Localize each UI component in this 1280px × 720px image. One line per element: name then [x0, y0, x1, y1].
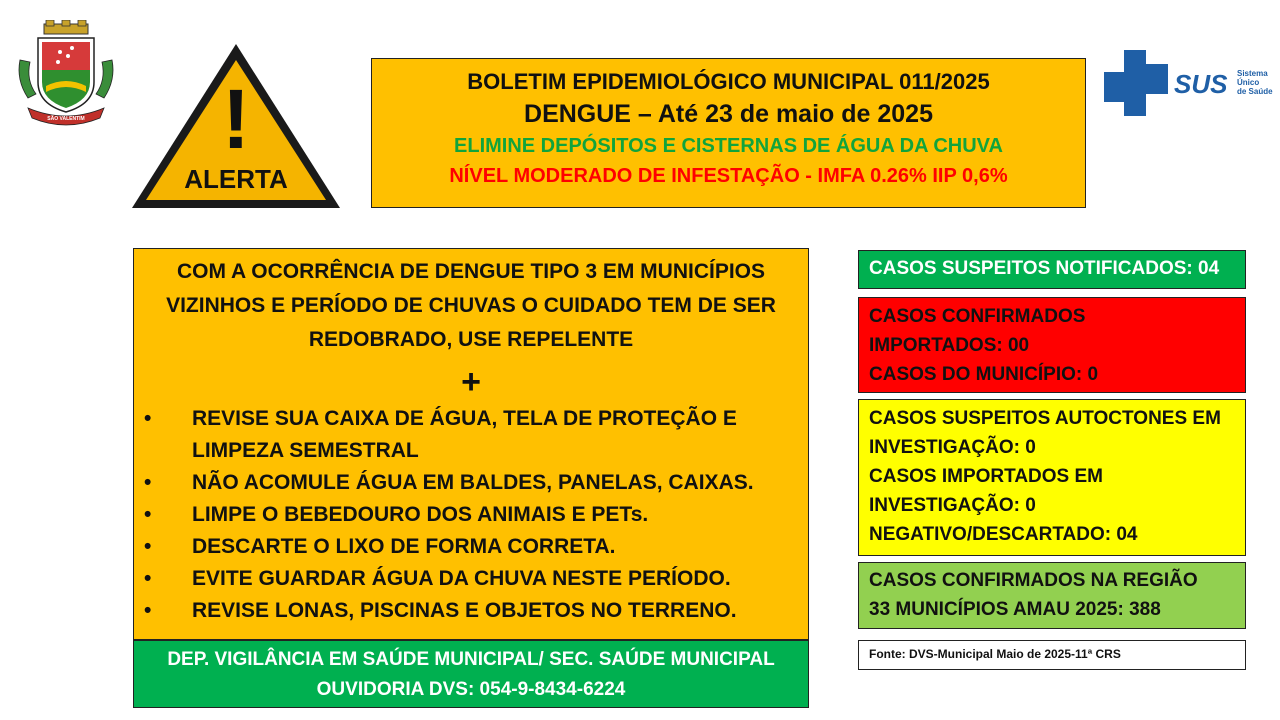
list-item: • REVISE LONAS, PISCINAS E OBJETOS NO TERRENO.	[144, 599, 737, 622]
list-item: • EVITE GUARDAR ÁGUA DA CHUVA NESTE PERÍODO.	[144, 567, 731, 590]
investigation-cases-box: CASOS SUSPEITOS AUTOCTONES EM INVESTIGAÇÃO: 0 CASOS IMPORTADOS EM INVESTIGAÇÃO: 0 NEGATIVO/DESCARTADO: 04	[858, 399, 1246, 556]
prevention-box	[133, 248, 809, 640]
svg-text:Sistema: Sistema	[1237, 69, 1268, 78]
svg-text:SÃO VALENTIM: SÃO VALENTIM	[47, 116, 85, 122]
infestation-level: NÍVEL MODERADO DE INFESTAÇÃO - IMFA 0.26% IIP 0,6%	[449, 165, 1008, 187]
list-item: • REVISE SUA CAIXA DE ÁGUA, TELA DE PROTEÇÃO E LIMPEZA SEMESTRAL	[144, 407, 737, 462]
list-item: • LIMPE O BEBEDOURO DOS ANIMAIS E PETs.	[144, 503, 649, 526]
alert-label: ALERTA	[184, 164, 288, 194]
bulletin-title: BOLETIM EPIDEMIOLÓGICO MUNICIPAL 011/2025	[467, 69, 990, 94]
list-item: • NÃO ACOMULE ÁGUA EM BALDES, PANELAS, CAIXAS.	[144, 471, 754, 494]
svg-text:Único: Único	[1237, 78, 1260, 87]
ouvidoria-phone: OUVIDORIA DVS: 054-9-8434-6224	[316, 679, 626, 700]
bulletin-call-to-action: ELIMINE DEPÓSITOS E CISTERNAS DE ÁGUA DA CHUVA	[454, 135, 1003, 157]
suspected-cases-box: CASOS SUSPEITOS NOTIFICADOS: 04	[858, 250, 1246, 289]
plus-icon: +	[461, 363, 481, 401]
coat-of-arms-logo	[14, 20, 118, 128]
list-item: • DESCARTE O LIXO DE FORMA CORRETA.	[144, 535, 616, 558]
svg-text:de Saúde: de Saúde	[1237, 87, 1273, 96]
intro-text: COM A OCORRÊNCIA DE DENGUE TIPO 3 EM MUNICÍPIOS VIZINHOS E PERÍODO DE CHUVAS O CUIDADO TEM DE SER REDOBRADO, USE REPELENTE	[166, 260, 776, 351]
department-footer	[133, 640, 809, 708]
exclamation-mark: !	[222, 72, 250, 166]
svg-text:SUS: SUS	[1174, 69, 1228, 99]
department-name: DEP. VIGILÂNCIA EM SAÚDE MUNICIPAL/ SEC. SAÚDE MUNICIPAL	[167, 649, 775, 670]
bulletin-header	[371, 58, 1086, 208]
alert-warning-icon	[128, 40, 344, 212]
bulletin-subtitle: DENGUE – Até 23 de maio de 2025	[524, 100, 933, 128]
region-cases-box: CASOS CONFIRMADOS NA REGIÃO 33 MUNICÍPIOS AMAU 2025: 388	[858, 562, 1246, 629]
source-note: Fonte: DVS-Municipal Maio de 2025-11ª CRS	[858, 640, 1246, 670]
confirmed-cases-box: CASOS CONFIRMADOS IMPORTADOS: 00 CASOS DO MUNICÍPIO: 0	[858, 297, 1246, 393]
prevention-list	[134, 403, 808, 627]
sus-logo	[1104, 50, 1274, 120]
